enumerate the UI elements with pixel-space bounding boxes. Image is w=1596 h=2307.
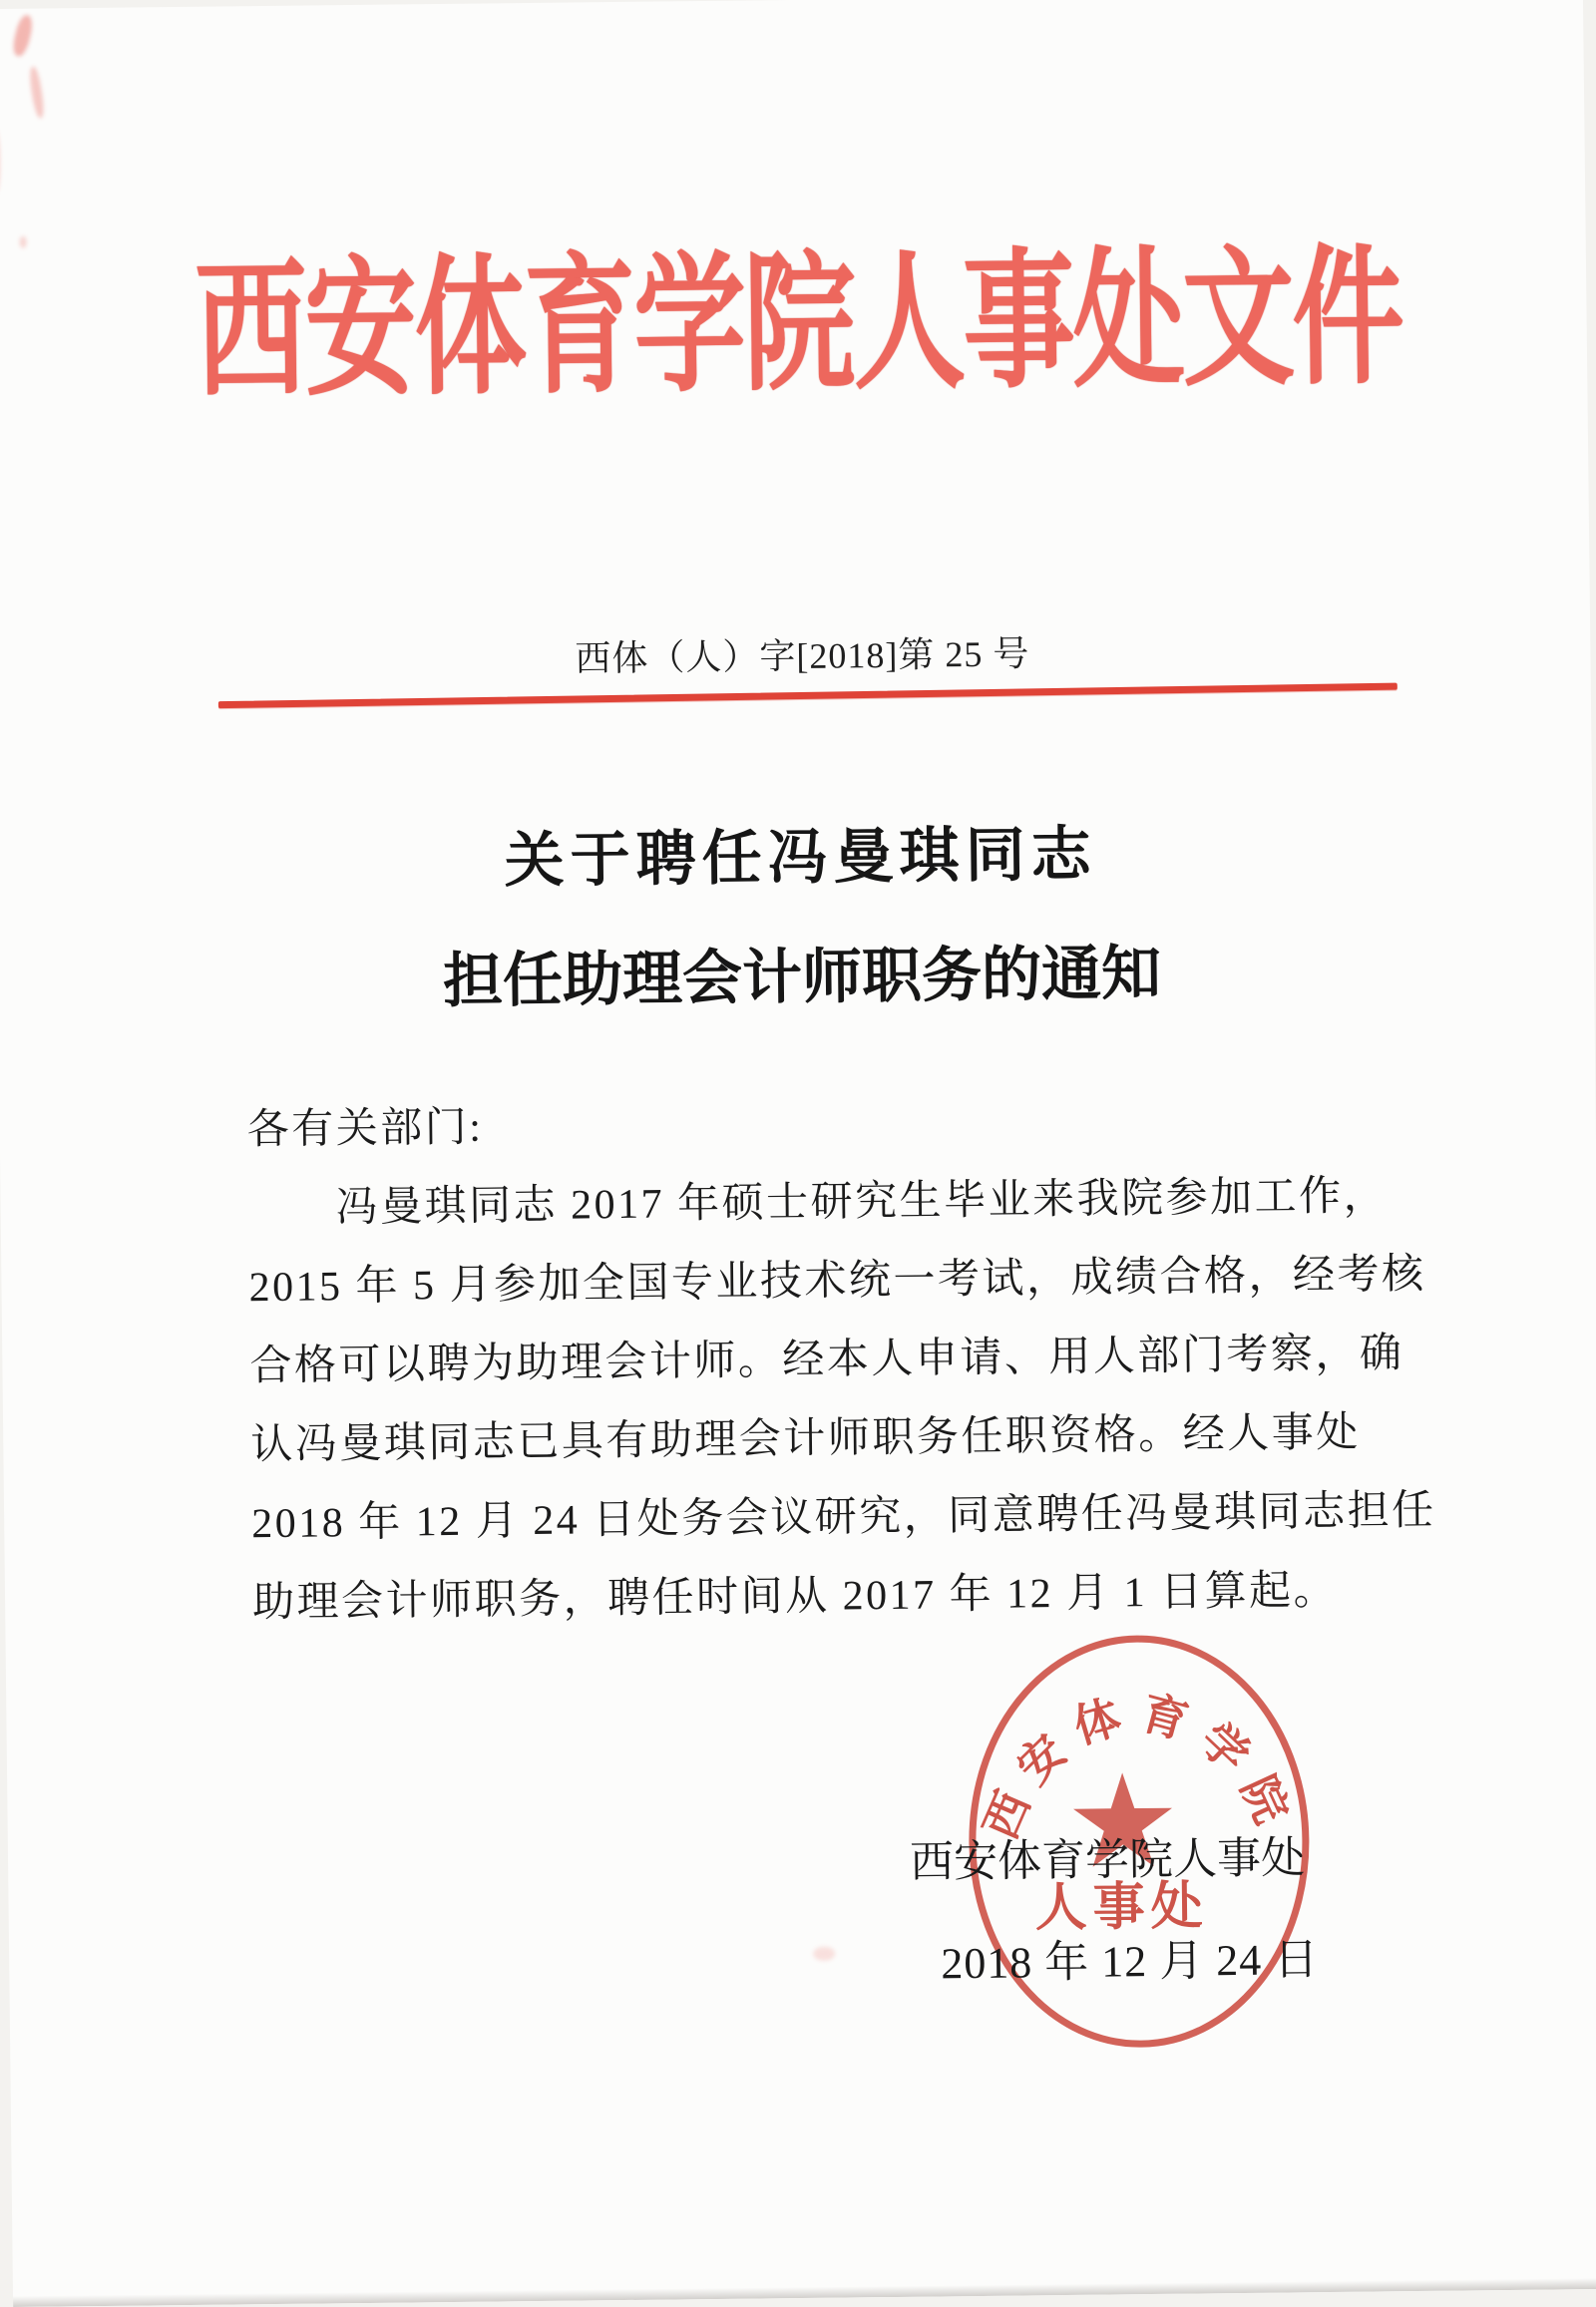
scan-edge-shadow xyxy=(13,2278,1596,2307)
notice-title xyxy=(2,789,1596,1046)
red-ink-smudge xyxy=(20,236,27,248)
notice-body xyxy=(246,1078,1380,1643)
red-ink-smudge xyxy=(11,14,35,58)
salutation-line: 各有关部门: xyxy=(246,1078,1375,1170)
notice-title-line2: 担任助理会计师职务的通知 xyxy=(3,909,1596,1046)
red-ink-smudge xyxy=(813,1947,835,1961)
seal-arc-text: 西安体育学院 xyxy=(974,1686,1304,1847)
signature-date: 2018 年 12 月 24 日 xyxy=(941,1923,1320,1991)
document-number: 西体（人）字[2018]第 25 号 xyxy=(4,619,1596,688)
body-line: 助理会计师职务，聘任时间从 2017 年 12 月 1 日算起。 xyxy=(252,1551,1381,1643)
signature-department: 西安体育学院人事处 xyxy=(910,1821,1306,1889)
body-line: 冯曼琪同志 2017 年硕士研究生毕业来我院参加工作， xyxy=(247,1157,1376,1249)
body-line: 2015 年 5 月参加全国专业技术统一考试，成绩合格，经考核 xyxy=(248,1236,1377,1328)
body-line: 认冯曼琪同志已具有助理会计师职务任职资格。经人事处 xyxy=(250,1393,1379,1485)
seal-bottom-text: 人事处 xyxy=(1034,1877,1209,1937)
body-line: 2018 年 12 月 24 日处务会议研究，同意聘任冯曼琪同志担任 xyxy=(251,1472,1380,1564)
red-ink-smudge xyxy=(28,66,46,119)
red-separator-rule xyxy=(218,683,1397,709)
letterhead-title-text: 西安体育学院人事处文件 xyxy=(195,244,1403,408)
body-line: 合格可以聘为助理会计师。经本人申请、用人部门考察，确 xyxy=(249,1315,1378,1406)
letterhead-title xyxy=(0,242,1596,372)
notice-title-line1: 关于聘任冯曼琪同志 xyxy=(2,789,1596,927)
